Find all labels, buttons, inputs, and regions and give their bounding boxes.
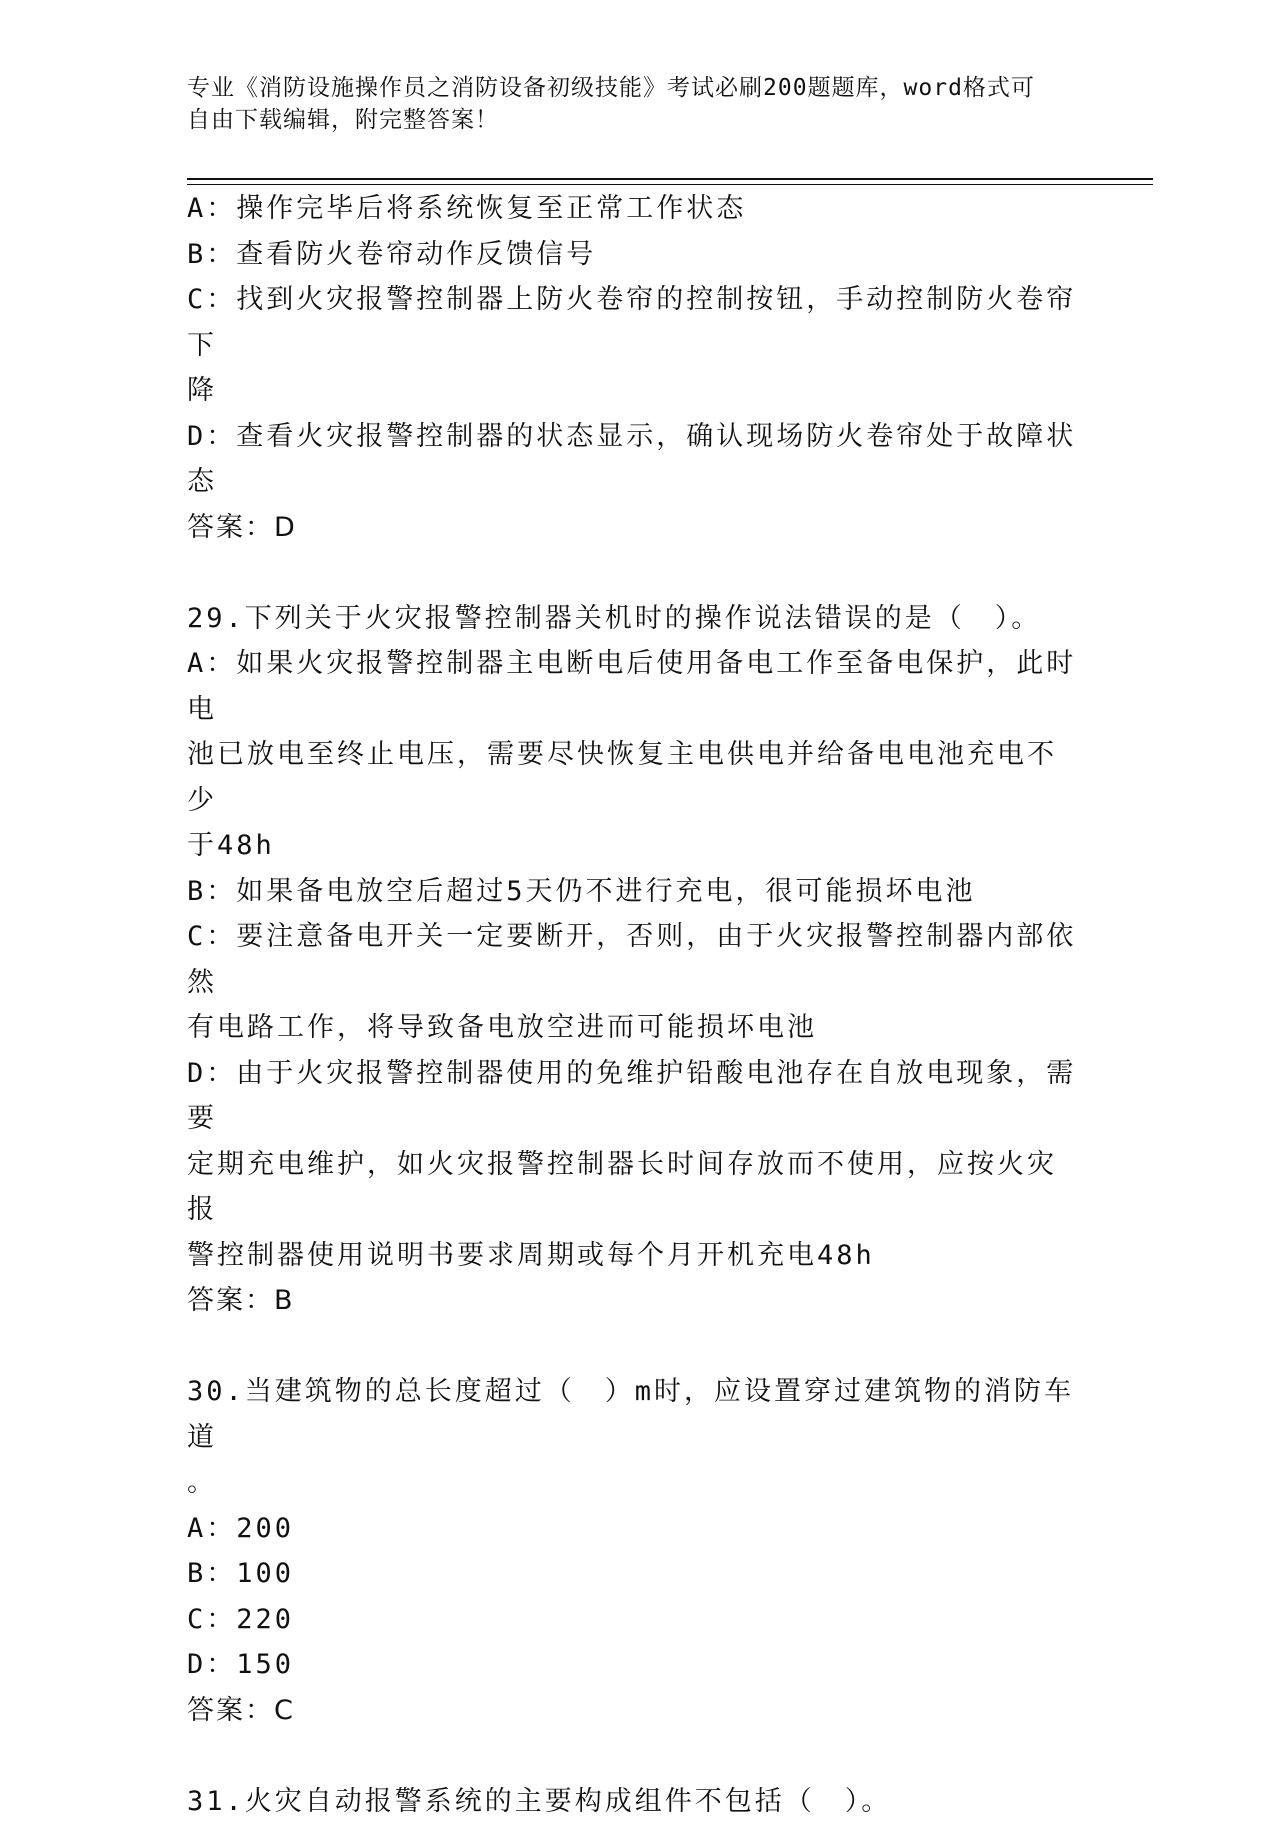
question-28-option-c-cont: 降: [187, 368, 1077, 414]
question-28-option-b: B：查看防火卷帘动作反馈信号: [187, 232, 1077, 278]
question-29-answer: 答案：B: [187, 1278, 1077, 1324]
question-30-option-c: C：220: [187, 1597, 1077, 1643]
question-30-option-b: B：100: [187, 1551, 1077, 1597]
question-30-answer: 答案：C: [187, 1688, 1077, 1734]
question-29-option-b: B：如果备电放空后超过5天仍不进行充电，很可能损坏电池: [187, 869, 1077, 915]
question-30-stem: 30.当建筑物的总长度超过（ ）m时，应设置穿过建筑物的消防车道: [187, 1369, 1077, 1460]
question-29-stem: 29.下列关于火灾报警控制器关机时的操作说法错误的是（ ）。: [187, 596, 1077, 642]
question-28-option-d: D：查看火灾报警控制器的状态显示，确认现场防火卷帘处于故障状态: [187, 414, 1077, 505]
question-30-option-d: D：150: [187, 1642, 1077, 1688]
question-29-option-c: C：要注意备电开关一定要断开，否则，由于火灾报警控制器内部依然: [187, 914, 1077, 1005]
question-28-block: [187, 186, 1077, 550]
question-content: [187, 186, 1077, 1824]
spacer: [187, 1324, 1077, 1370]
header-divider-thin: [187, 184, 1153, 185]
question-30-option-a: A：200: [187, 1506, 1077, 1552]
document-header: [187, 72, 1077, 136]
question-28-option-c: C：找到火灾报警控制器上防火卷帘的控制按钮，手动控制防火卷帘下: [187, 277, 1077, 368]
question-29-option-a-cont-2: 于48h: [187, 823, 1077, 869]
question-28-option-a: A：操作完毕后将系统恢复至正常工作状态: [187, 186, 1077, 232]
question-29-option-a: A：如果火灾报警控制器主电断电后使用备电工作至备电保护，此时电: [187, 641, 1077, 732]
question-29-block: [187, 596, 1077, 1324]
question-31-stem: 31.火灾自动报警系统的主要构成组件不包括（ ）。: [187, 1779, 1077, 1824]
header-title-line-1: 专业《消防设施操作员之消防设备初级技能》考试必刷200题题库，word格式可: [187, 72, 1077, 104]
question-31-block: [187, 1779, 1077, 1824]
spacer: [187, 550, 1077, 596]
question-29-option-d-cont-1: 定期充电维护，如火灾报警控制器长时间存放而不使用，应按火灾报: [187, 1142, 1077, 1233]
question-29-option-c-cont: 有电路工作，将导致备电放空进而可能损坏电池: [187, 1005, 1077, 1051]
header-divider-thick: [187, 178, 1153, 180]
question-29-option-d-cont-2: 警控制器使用说明书要求周期或每个月开机充电48h: [187, 1233, 1077, 1279]
header-title-line-2: 自由下载编辑，附完整答案！: [187, 104, 1077, 136]
question-29-option-a-cont-1: 池已放电至终止电压，需要尽快恢复主电供电并给备电电池充电不少: [187, 732, 1077, 823]
question-30-block: [187, 1369, 1077, 1733]
question-28-answer: 答案：D: [187, 505, 1077, 551]
question-29-option-d: D：由于火灾报警控制器使用的免维护铅酸电池存在自放电现象，需要: [187, 1051, 1077, 1142]
spacer: [187, 1733, 1077, 1779]
question-30-stem-cont: 。: [187, 1460, 1077, 1506]
